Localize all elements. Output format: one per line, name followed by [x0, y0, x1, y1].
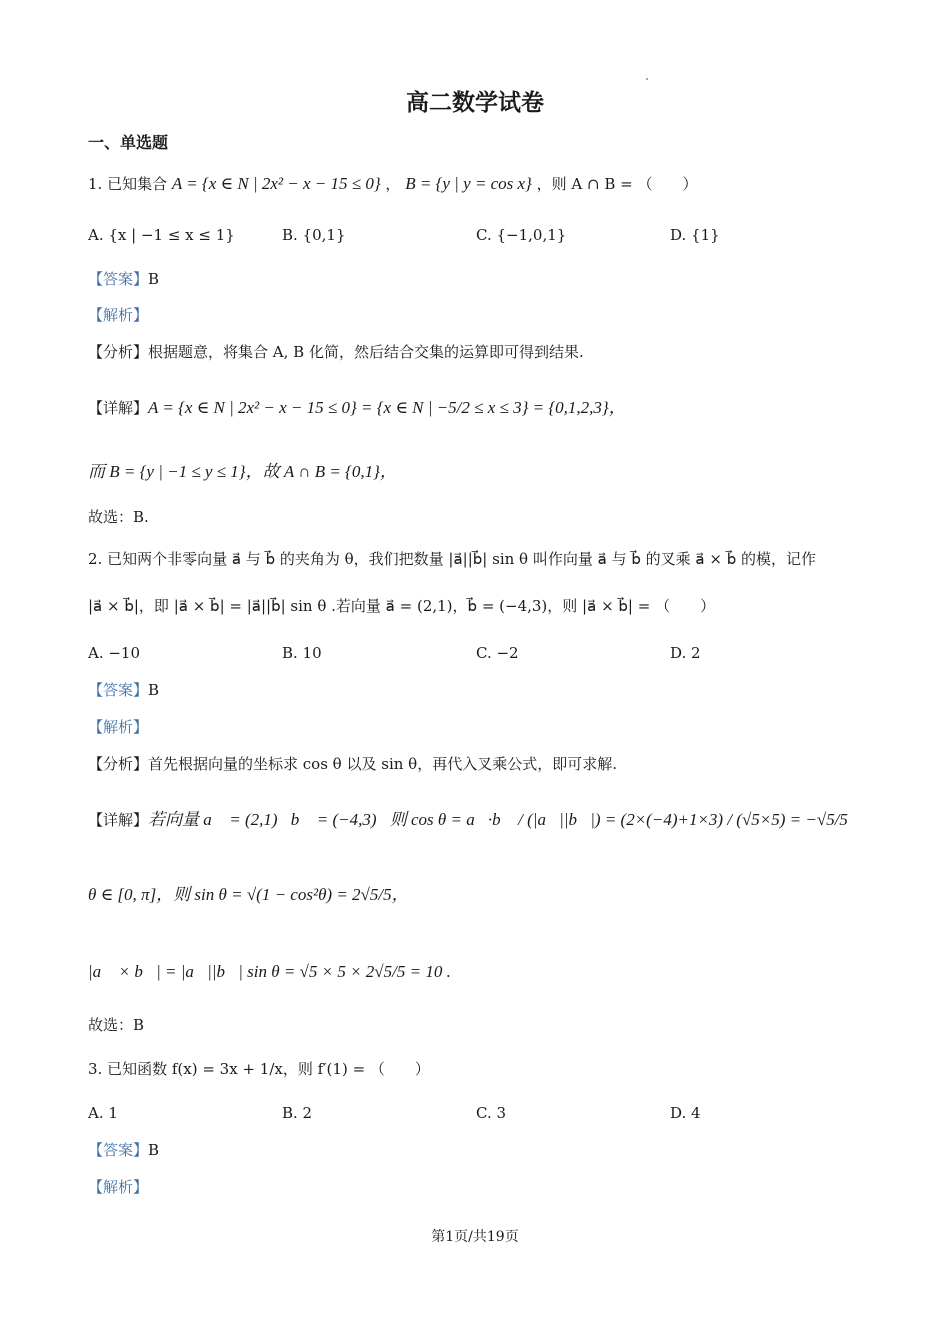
q2-option-d[interactable]: D. 2: [670, 644, 701, 662]
q2-option-a[interactable]: A. −10: [88, 644, 141, 662]
q3-option-b[interactable]: B. 2: [282, 1104, 313, 1122]
q1-analysis-heading: 【解析】: [88, 306, 149, 324]
q3-option-a[interactable]: A. 1: [88, 1104, 118, 1122]
q3-option-d[interactable]: D. 4: [670, 1104, 701, 1122]
q3-option-c[interactable]: C. 3: [476, 1104, 507, 1122]
q2-option-c[interactable]: C. −2: [476, 644, 519, 662]
page-number: 第1页/共19页: [431, 1229, 519, 1245]
q3-stem: 3. 已知函数 f(x) = 3x + 1/x，则 f′(1) = （ ）: [88, 1060, 430, 1078]
q1-stem: 1. 已知集合 A = {x ∈ N | 2x² − x − 15 ≤ 0} ， B = {y | y = cos x} ，则 A ∩ B = （ ）: [88, 174, 698, 193]
q3-analysis-heading: 【解析】: [88, 1178, 149, 1196]
q2-stem-line-2: |a⃗ × b⃗|，即 |a⃗ × b⃗| = |a⃗||b⃗| sin θ .若向量 a⃗ = (2,1)，b⃗ = (−4,3)，则 |a⃗ × b⃗| = （ ）: [88, 597, 716, 615]
q1-option-b[interactable]: B. {0,1}: [282, 226, 346, 244]
q2-stem-line-1: 2. 已知两个非零向量 a⃗ 与 b⃗ 的夹角为 θ，我们把数量 |a⃗||b⃗| sin θ 叫作向量 a⃗ 与 b⃗ 的叉乘 a⃗ × b⃗ 的模，记作: [88, 550, 816, 568]
q3-answer: 【答案】B: [88, 1141, 160, 1159]
page-title: 高二数学试卷: [406, 90, 544, 116]
q1-set-b: B = {y | y = cos x}: [405, 174, 532, 193]
section-heading: 一、单选题: [88, 133, 169, 152]
q2-option-b[interactable]: B. 10: [282, 644, 322, 662]
q2-answer: 【答案】B: [88, 681, 160, 699]
q1-option-d[interactable]: D. {1}: [670, 226, 720, 244]
q1-detail-1: 【详解】A = {x ∈ N | 2x² − x − 15 ≤ 0} = {x ∈ N | −5/2 ≤ x ≤ 3} = {0,1,2,3}，: [88, 398, 626, 417]
q2-detail-3: |a⃗ × b⃗| = |a⃗||b⃗| sin θ = √5 × 5 × 2√5/5 = 10 .: [88, 962, 451, 981]
q1-answer: 【答案】B: [88, 270, 160, 288]
scan-dot: [646, 78, 648, 80]
q1-detail-2: 而 B = {y | −1 ≤ y ≤ 1}，故 A ∩ B = {0,1}，: [88, 462, 397, 481]
q2-detail-2: θ ∈ [0, π]，则 sin θ = √(1 − cos²θ) = 2√5/5，: [88, 885, 409, 904]
q2-analysis-heading: 【解析】: [88, 718, 149, 736]
q1-option-c[interactable]: C. {−1,0,1}: [476, 226, 567, 244]
q2-conclusion: 故选：B: [88, 1016, 145, 1034]
q2-fenxi: 【分析】首先根据向量的坐标求 cos θ 以及 sin θ，再代入叉乘公式，即可求解.: [88, 755, 617, 773]
q1-set-a: A = {x ∈ N | 2x² − x − 15 ≤ 0}: [171, 174, 381, 193]
q1-conclusion: 故选：B.: [88, 508, 149, 526]
q1-fenxi: 【分析】根据题意，将集合 A, B 化简，然后结合交集的运算即可得到结果.: [88, 343, 584, 361]
q2-detail-1: 【详解】若向量 a⃗ = (2,1)，b⃗ = (−4,3)，则 cos θ = a⃗·b⃗ / (|a⃗||b⃗|) = (2×(−4)+1×3) / (√5×5) = −√5/5，: [88, 810, 862, 829]
q1-option-a[interactable]: A. {x | −1 ≤ x ≤ 1}: [88, 226, 235, 244]
